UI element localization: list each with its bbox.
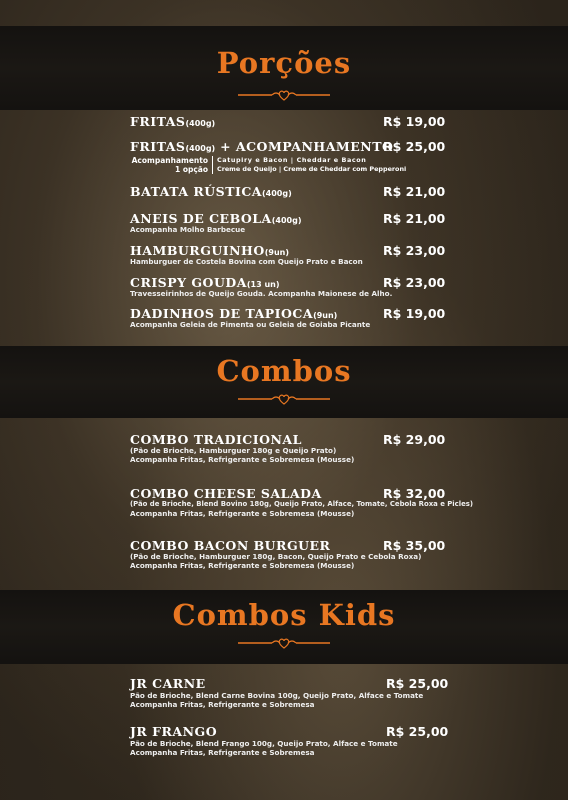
item-description: Acompanha Fritas, Refrigerante e Sobremesa (Mousse) <box>130 455 355 464</box>
item-description: Acompanha Fritas, Refrigerante e Sobremesa <box>130 748 315 757</box>
item-name: FRITAS <box>130 139 186 154</box>
combos-banner <box>0 346 568 418</box>
item-description: Pão de Brioche, Blend Frango 100g, Queijo Prato, Alface e Tomate <box>130 739 398 748</box>
divider <box>212 156 213 174</box>
item-description: Acompanha Fritas, Refrigerante e Sobremesa (Mousse) <box>130 561 355 570</box>
item-description: (Pão de Brioche, Blend Bovino 180g, Queijo Prato, Alface, Tomate, Cebola Roxa e Picles) <box>130 500 474 508</box>
item-price: R$ 35,00 <box>383 538 446 553</box>
item-description: Pão de Brioche, Blend Carne Bovina 100g, Queijo Prato, Alface e Tomate <box>130 691 424 700</box>
item-name: COMBO CHEESE SALADA <box>130 486 322 501</box>
item-price: R$ 21,00 <box>383 211 446 226</box>
list-item <box>130 724 450 760</box>
item-price: R$ 25,00 <box>383 139 446 154</box>
item-name: COMBO TRADICIONAL <box>130 432 302 447</box>
item-qty: (400g) <box>271 216 302 225</box>
item-name: JR CARNE <box>130 676 206 691</box>
list-item <box>130 306 450 330</box>
item-qty: (9un) <box>264 248 290 257</box>
list-item <box>130 114 450 134</box>
item-price: R$ 25,00 <box>386 676 449 691</box>
heart-flourish-icon <box>236 88 332 102</box>
item-price: R$ 19,00 <box>383 306 446 321</box>
item-name: COMBO BACON BURGUER <box>130 538 331 553</box>
item-name: CRISPY GOUDA <box>130 275 247 290</box>
list-item <box>130 211 450 235</box>
list-item <box>130 275 450 299</box>
item-price: R$ 29,00 <box>383 432 446 447</box>
item-description: Travesseirinhos de Queijo Gouda. Acompanha Maionese de Alho. <box>130 289 393 298</box>
item-price: R$ 23,00 <box>383 275 446 290</box>
porcoes-banner <box>0 26 568 110</box>
item-name: FRITAS <box>130 114 186 129</box>
heart-flourish-icon <box>236 392 332 406</box>
acomp-label: Acompanhamento 1 opção <box>131 156 208 174</box>
list-item <box>130 184 450 204</box>
item-price: R$ 21,00 <box>383 184 446 199</box>
list-item <box>130 243 450 267</box>
list-item <box>130 432 450 468</box>
item-qty: (400g) <box>262 189 292 198</box>
item-name: ANEIS DE CEBOLA <box>130 211 272 226</box>
item-name: JR FRANGO <box>130 724 218 739</box>
kids-title: Combos Kids <box>172 598 396 632</box>
list-item <box>130 486 474 522</box>
item-name-extra: + ACOMPANHAMENTO <box>220 139 394 154</box>
item-qty: (9un) <box>313 311 338 320</box>
item-description: Acompanha Fritas, Refrigerante e Sobremesa <box>130 700 315 709</box>
porcoes-title: Porções <box>216 46 352 80</box>
item-description: (Pão de Brioche, Hamburguer 180g, Bacon, Queijo Prato e Cebola Roxa) <box>130 552 422 561</box>
item-description: (Pão de Brioche, Hamburguer 180g e Queijo Prato) <box>130 446 337 455</box>
item-description: Hamburguer de Costela Bovina com Queijo Prato e Bacon <box>130 257 363 266</box>
list-item <box>130 676 450 712</box>
item-description: Acompanha Fritas, Refrigerante e Sobremesa (Mousse) <box>130 509 355 518</box>
list-item <box>130 139 450 179</box>
item-description: Acompanha Geleia de Pimenta ou Geleia de Goiaba Picante <box>130 320 371 329</box>
item-price: R$ 19,00 <box>383 114 446 129</box>
item-description: Acompanha Molho Barbecue <box>130 225 246 234</box>
kids-banner <box>0 590 568 664</box>
item-qty: (13 un) <box>246 280 280 289</box>
item-price: R$ 25,00 <box>386 724 449 739</box>
list-item <box>130 538 450 574</box>
item-qty: (400g) <box>185 119 216 128</box>
item-price: R$ 32,00 <box>383 486 446 501</box>
heart-flourish-icon <box>236 636 332 650</box>
combos-title: Combos <box>216 354 352 388</box>
item-name: HAMBURGUINHO <box>130 243 265 258</box>
item-qty: (400g) <box>185 144 216 153</box>
acomp-options: Catupiry e Bacon | Cheddar e Bacon Creme de Queijo | Creme de Cheddar com Pepperoni <box>217 156 407 173</box>
item-name: DADINHOS DE TAPIOCA <box>130 306 314 321</box>
item-name: BATATA RÚSTICA <box>130 184 262 199</box>
item-price: R$ 23,00 <box>383 243 446 258</box>
